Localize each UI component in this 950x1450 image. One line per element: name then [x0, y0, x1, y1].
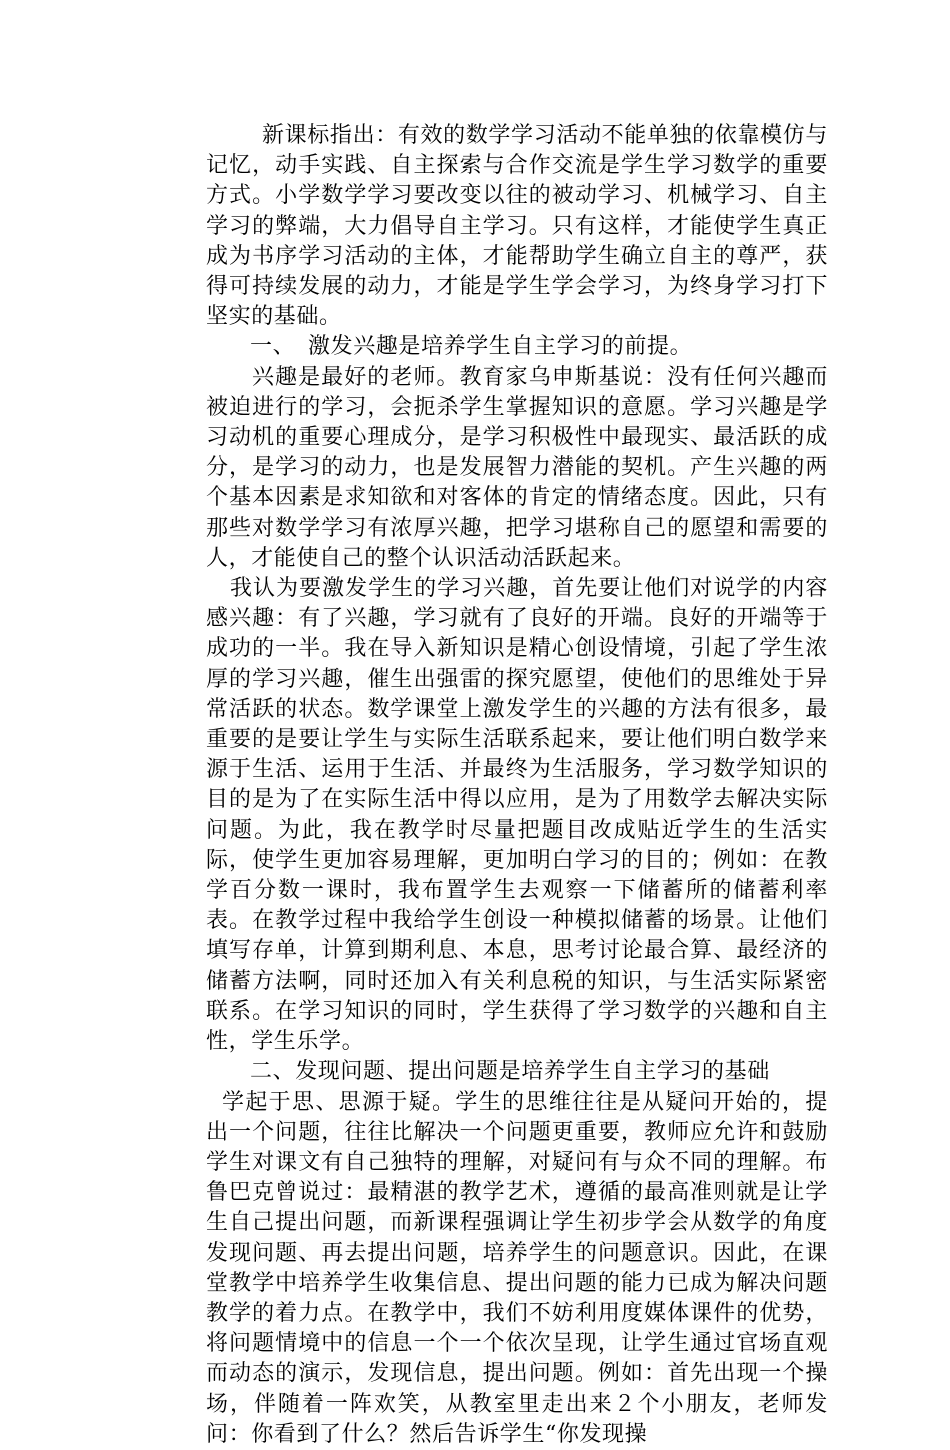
paragraph-intro: 新课标指出：有效的数学学习活动不能单独的依靠模仿与记忆，动手实践、自主探索与合作交流是学生学习数学的重要方式。小学数学学习要改变以往的被动学习、机械学习、自主学习的弊端，大力倡导自主学习。只有这样，才能使学生真正成为书序学习活动的主体，才能帮助学生确立自主的尊严，获得可持续发展的动力，才能是学生学会学习，为终身学习打下坚实的基础。 — [206, 123, 828, 330]
section-heading-1 — [206, 332, 828, 362]
document-page — [206, 121, 828, 1450]
section-heading-1-text: 激发兴趣是培养学生自主学习的前提。 — [308, 334, 693, 360]
section-heading-1-number: 一、 — [250, 334, 296, 360]
paragraph-interest: 兴趣是最好的老师。教育家乌申斯基说：没有任何兴趣而被迫进行的学习，会扼杀学生掌握知识的意愿。学习兴趣是学习动机的重要心理成分，是学习积极性中最现实、最活跃的成分，是学习的动力，也是发展智力潜能的契机。产生兴趣的两个基本因素是求知欲和对客体的肯定的情绪态度。因此，只有那些对数学学习有浓厚兴趣，把学习堪称自己的愿望和需要的人，才能使自己的整个认识活动活跃起来。 — [206, 364, 828, 571]
paragraph-method: 我认为要激发学生的学习兴趣，首先要让他们对说学的内容感兴趣：有了兴趣，学习就有了良好的开端。良好的开端等于成功的一半。我在导入新知识是精心创设情境，引起了学生浓厚的学习兴趣，催生出强雷的探究愿望，使他们的思维处于异常活跃的状态。数学课堂上激发学生的兴趣的方法有很多，最重要的是要让学生与实际生活联系起来，要让他们明白数学来源于生活、运用于生活、并最终为生活服务，学习数学知识的目的是为了在实际生活中得以应用，是为了用数学去解决实际问题。为此，我在教学时尽量把题目改成贴近学生的生活实际，使学生更加容易理解，更加明白学习的目的；例如：在教学百分数一课时，我布置学生去观察一下储蓄所的储蓄利率表。在教学过程中我给学生创设一种模拟储蓄的场景。让他们填写存单，计算到期利息、本息，思考讨论最合算、最经济的储蓄方法啊，同时还加入有关利息税的知识，与生活实际紧密联系。在学习知识的同时，学生获得了学习数学的兴趣和自主性，学生乐学。 — [206, 576, 828, 1055]
paragraph-question: 学起于思、思源于疑。学生的思维往往是从疑问开始的，提出一个问题，往往比解决一个问题更重要，教师应允许和鼓励学生对课文有自己独特的理解，对疑问有与众不同的理解。布鲁巴克曾说过：最精湛的教学艺术，遵循的最高准则就是让学生自己提出问题，而新课程强调让学生初步学会从数学的角度发现问题、再去提出问题，培养学生的问题意识。因此，在课堂教学中培养学生收集信息、提出问题的能力已成为解决问题教学的着力点。在教学中，我们不妨利用度媒体课件的优势，将问题情境中的信息一个一个依次呈现，让学生通过官场直观而动态的演示，发现信息，提出问题。例如：首先出现一个操场，伴随着一阵欢笑，从教室里走出来２个小朋友，老师发问：你看到了什么？然后告诉学生“你发现操 — [206, 1089, 828, 1447]
section-heading-2: 二、发现问题、提出问题是培养学生自主学习的基础 — [250, 1059, 770, 1085]
